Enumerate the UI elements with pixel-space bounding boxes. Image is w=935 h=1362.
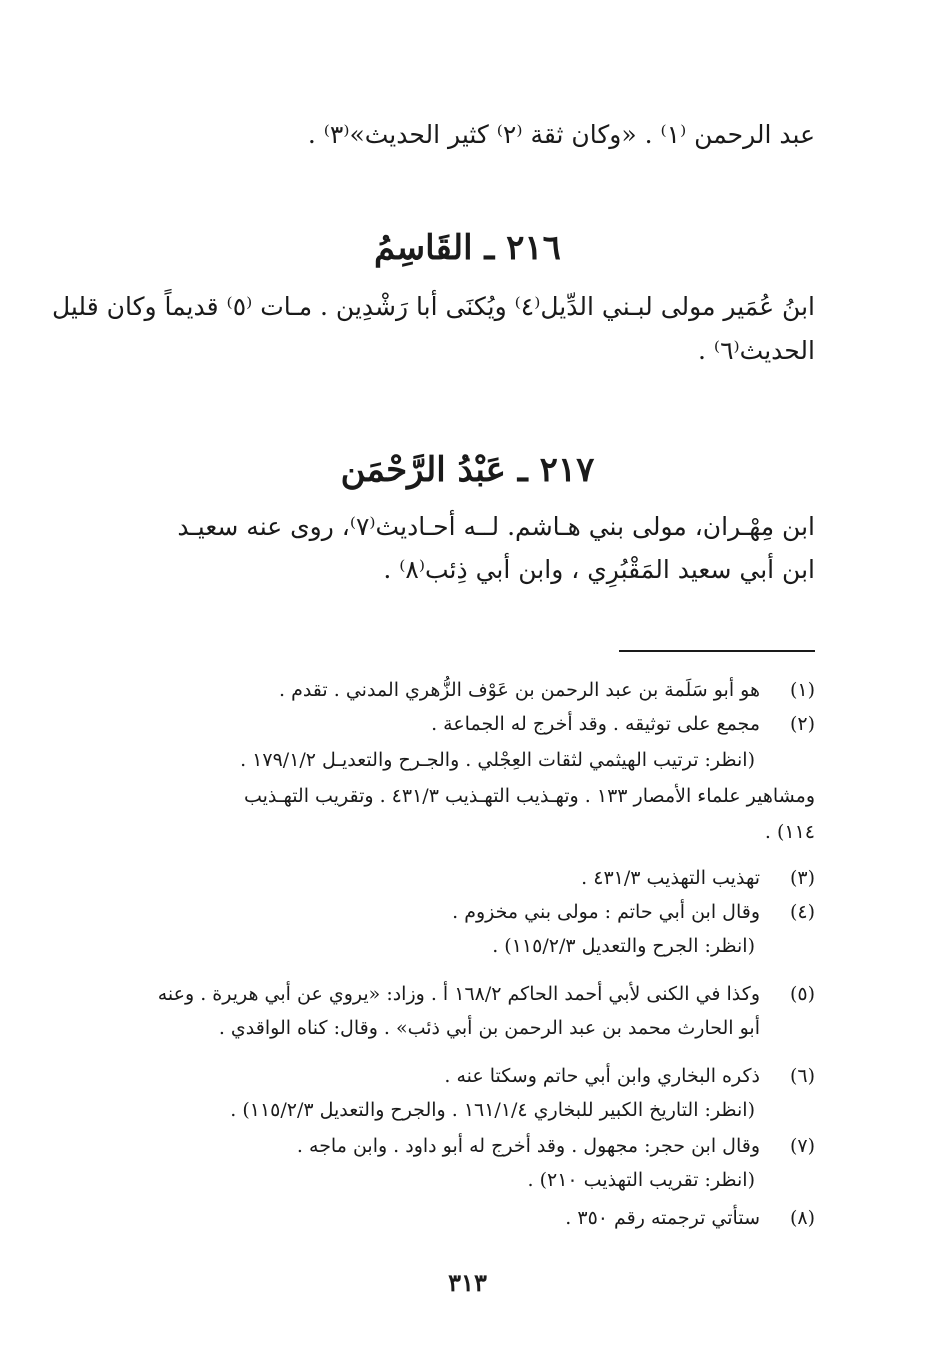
entry-217-line-2: ابن أبي سعيد المَقْبُرِي ، وابن أبي ذِئب⁽٨⁾ . [383,555,815,584]
footnote-text: ذكره البخاري وابن أبي حاتم وسكتا عنه . [444,1065,760,1087]
footnote-number: (٧) [789,1135,815,1157]
entry-216-heading: ٢١٦ ـ القَاسِمُ [374,228,561,268]
footnote-text: (انظر: تقريب التهذيب ٢١٠) . [527,1169,755,1191]
footnote-number: (١) [789,679,815,701]
entry-216-line-1: ابنُ عُمَير مولى لبـني الدِّيل⁽٤⁾ ويُكنَى أبا رَشْدِين . مـات ⁽٥⁾ قديماً وكان قليل [51,292,815,321]
footnote-number: (٤) [789,901,815,923]
footnote-text: (انظر: التاريخ الكبير للبخاري ١٦١/١/٤ . والجرح والتعديل ١١٥/٢/٣) . [230,1099,755,1121]
footnote-text: وقال ابن أبي حاتم : مولى بني مخزوم . [452,901,760,923]
entry-216-line-2: الحديث⁽٦⁾ . [698,336,815,365]
footnote-text: أبو الحارث محمد بن عبد الرحمن بن أبي ذئب» . وقال: كناه الواقدي . [218,1017,760,1039]
footnote-separator [619,650,815,652]
footnote-text: ومشاهير علماء الأمصار ١٣٣ . وتهـذيب التهـذيب ٤٣١/٣ . وتقريب التهـذيب [243,785,815,807]
footnote-text: ١١٤) . [764,821,815,843]
footnote-number: (٣) [789,867,815,889]
footnote-number: (٢) [789,713,815,735]
entry-217-line-1: ابن مِهْـران، مولى بني هـاشم. لــه أحـاديث⁽٧⁾، روى عنه سعيـد [177,512,815,541]
footnote-number: (٦) [789,1065,815,1087]
footnote-text: (انظر: الجرح والتعديل ١١٥/٢/٣) . [492,935,755,957]
footnote-text: ستأتي ترجمته رقم ٣٥٠ . [565,1207,760,1229]
footnote-text: تهذيب التهذيب ٤٣١/٣ . [581,867,760,889]
footnote-text: وقال ابن حجر: مجهول . وقد أخرج له أبو داود . وابن ماجه . [296,1135,760,1157]
footnote-text: هو أبو سَلَمة بن عبد الرحمن بن عَوْف الزُّهري المدني . تقدم . [278,679,760,701]
entry-217-heading: ٢١٧ ـ عَبْدُ الرَّحْمَن [340,450,595,490]
intro-line: عبد الرحمن ⁽١⁾ . «وكان ثقة ⁽٢⁾ كثير الحديث»⁽٣⁾ . [307,120,815,149]
footnote-number: (٨) [789,1207,815,1229]
footnote-text: (انظر: ترتيب الهيثمي لثقات العِجْلي . والجـرح والتعديـل ١٧٩/١/٢ . [240,749,755,771]
page-number: ٣١٣ [448,1268,487,1297]
footnote-text: مجمع على توثيقه . وقد أخرج له الجماعة . [431,713,760,735]
footnote-number: (٥) [789,983,815,1005]
footnote-text: وكذا في الكنى لأبي أحمد الحاكم ١٦٨/٢ أ . وزاد: «يروي عن أبي هريرة . وعنه [157,983,760,1005]
